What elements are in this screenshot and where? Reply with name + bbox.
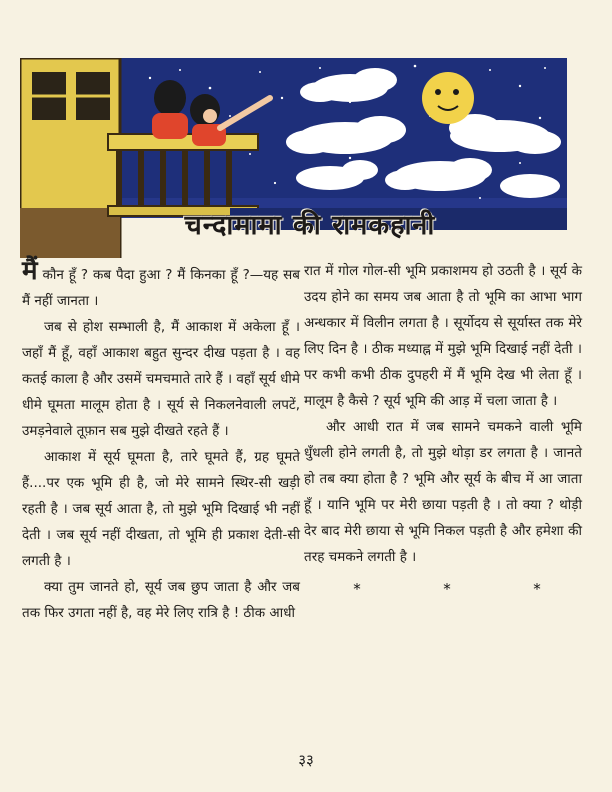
paragraph: मैं कौन हूँ ? कब पैदा हुआ ? मैं किनका हूँ ?—यह सब मैं नहीं जानता ।: [22, 256, 300, 309]
separator-star: *: [353, 580, 361, 598]
paragraph: आकाश में सूर्य घूमता है, तारे घूमते हैं, ग्रह घूमते हैं....पर एक भूमि ही है, जो मेरे सामने स्थिर-सी खड़ी रहती है । जब सूर्य आता है, तो मुझे भूमि दिखाई भी नहीं देती । जब सूर्य नहीं दीखता, तो भूमि ही प्रकाश देती-सी लगती है ।: [22, 449, 300, 569]
separator-star: *: [533, 580, 541, 598]
paragraph: जब से होश सम्भाली है, मैं आकाश में अकेला हूँ । जहाँ मैं हूँ, वहाँ आकाश बहुत सुन्दर दीख पड़ता है । वह कतई काला है और उसमें चमचमाते तारे हैं । वहाँ सूर्य धीमे धीमे घूमता मालूम होता है । सूर्य से निकलनेवाली लपटें, उमड़नेवाले तूफ़ान सब मुझे दीखते रहते हैं ।: [22, 319, 300, 439]
drop-cap: मैं: [22, 256, 38, 286]
separator-star: *: [443, 580, 451, 598]
right-column: [304, 258, 582, 602]
paragraph: और आधी रात में जब सामने चमकने वाली भूमि धुँधली होने लगती है, तो मुझे थोड़ा डर लगता है । जानते हो तब क्या होता है ? भूमि और सूर्य के बीच में आ जाता हूँ । यानि भूमि पर मेरी छाया पड़ती है । तो क्या ? थोड़ी देर बाद मेरी छाया से भूमि निकल पड़ती है और हमेशा की तरह चमकने लगती है ।: [304, 419, 582, 565]
story-title: चन्दामामा की रामकहानी: [184, 210, 436, 241]
paragraph: क्या तुम जानते हो, सूर्य जब छुप जाता है और जब तक फिर उगता नहीं है, वह मेरे लिए रात्रि है ! ठीक आधी: [22, 579, 300, 621]
paragraph: रात में गोल गोल-सी भूमि प्रकाशमय हो उठती है । सूर्य के उदय होने का समय जब आता है तो भूमि का आभा भाग अन्धकार में विलीन लगता है । सूर्योदय से सूर्यास्त तक मेरे लिए दिन है । ठीक मध्याह्न में मुझे भूमि दिखाई नहीं देती । पर कभी कभी ठीक दुपहरी में मैं भूमि देख भी लेता हूँ । मालूम है कैसे ? सूर्य भूमि की आड़ में चला जाता है ।: [304, 263, 582, 409]
section-separator: [304, 576, 582, 602]
left-column: [22, 258, 300, 626]
page-number: ३३: [298, 751, 314, 769]
